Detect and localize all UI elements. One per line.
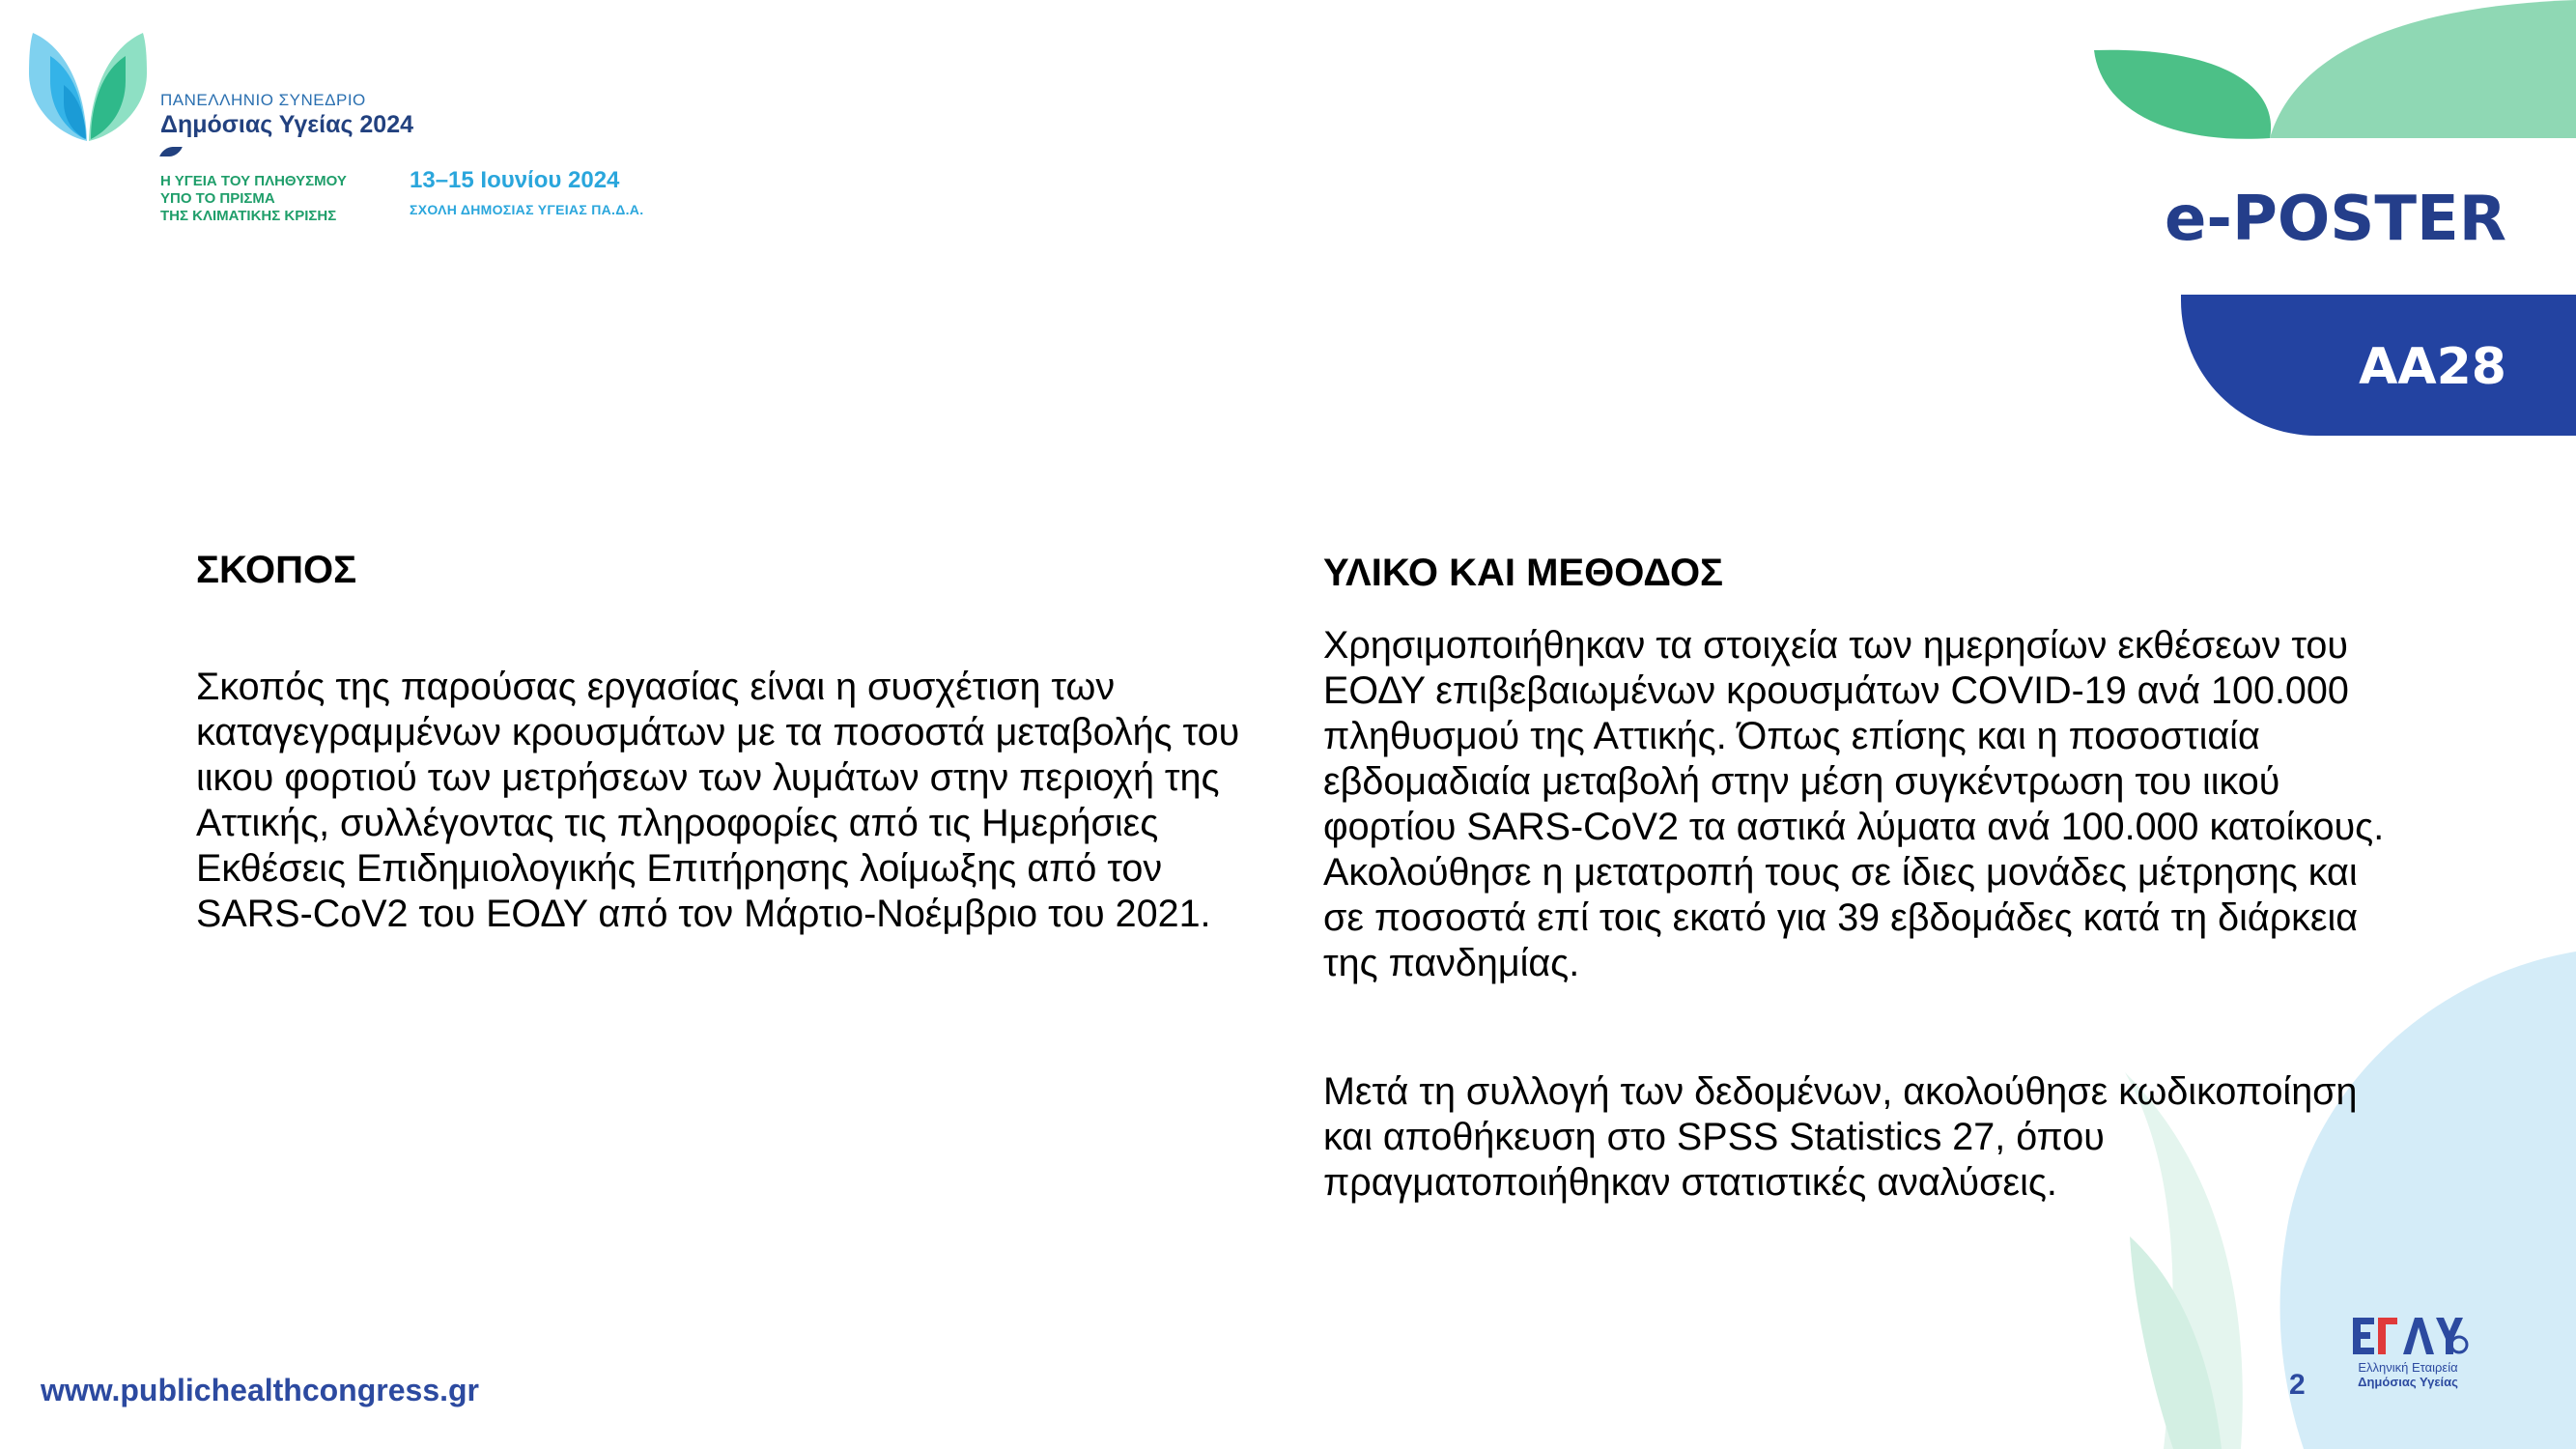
top-leaf-light-shape [2270,0,2576,138]
aim-text: Σκοπός της παρούσας εργασίας είναι η συσχέτιση των καταγεγραμμένων κρουσμάτων με τα ποσοστά μεταβολής του ιικου φορτιού των μετρήσεων των λυμάτων στην περιοχή της Αττικής, συλλέγοντας τις πληροφορίες από τις Ημερήσιες Εκθέσεις Επιδημιολογικής Επιτήρησης λοίμωξης από τον SARS-CoV2 του ΕΟΔΥ από τον Μάρτιο-Νοέμβριο του 2021. [196,666,1240,935]
tagline-line-3: ΤΗΣ ΚΛΙΜΑΤΙΚΗΣ ΚΡΙΣΗΣ [160,208,337,224]
aim-heading: ΣΚΟΠΟΣ [196,549,357,591]
congress-subtitle: ΠΑΝΕΛΛΗΝΙΟ ΣΥΝΕΔΡΙΟ [160,91,366,109]
congress-dates: 13–15 Ιουνίου 2024 [410,167,620,193]
methods-paragraph-2: Μετά τη συλλογή των δεδομένων, ακολούθησε κωδικοποίηση και αποθήκευση στο SPSS Statistics 27, όπου πραγματοποιήθηκαν στατιστικές αναλύσεις. [1323,1070,2358,1204]
eeday-logo-icon [2347,1312,2473,1360]
leaf-logo-icon [25,27,151,145]
poster-code: AA28 [2359,338,2506,396]
society-name-line-1: Ελληνική Εταιρεία [2358,1360,2458,1375]
top-leaf-green-shape [2094,50,2271,139]
tagline-line-1: Η ΥΓΕΙΑ ΤΟΥ ΠΛΗΘΥΣΜΟΥ [160,173,347,189]
congress-title: Δημόσιας Υγείας 2024 [160,111,414,138]
congress-tagline [160,173,402,225]
methods-paragraph-1: Χρησιμοποιήθηκαν τα στοιχεία των ημερησίων εκθέσεων του ΕΟΔΥ επιβεβαιωμένων κρουσμάτων COVID-19 ανά 100.000 πληθυσμού της Αττικής. Όπως επίσης και η ποσοστιαία εβδομαδιαία μεταβολή στην μέση συγκέντρωση του ιικού φορτίου SARS-CoV2 τα αστικά λύματα ανά 100.000 κατοίκους. Ακολούθησε η μετατροπή τους σε ίδιες μονάδες μέτρησης και σε ποσοστά επί τοις εκατό για 39 εβδομάδες κατά τη διάρκεια της πανδημίας. [1323,624,2385,984]
tagline-line-2: ΥΠΟ ΤΟ ΠΡΙΣΜΑ [160,190,275,207]
page-number: 2 [2289,1369,2306,1401]
poster-label: e-POSTER [2164,184,2506,255]
website-link[interactable]: www.publichealthcongress.gr [41,1373,479,1407]
congress-venue: ΣΧΟΛΗ ΔΗΜΟΣΙΑΣ ΥΓΕΙΑΣ ΠΑ.Δ.Α. [410,202,644,217]
society-name-line-2: Δημόσιας Υγείας [2358,1375,2458,1389]
methods-heading: ΥΛΙΚΟ ΚΑΙ ΜΕΘΟΔΟΣ [1323,552,1724,594]
